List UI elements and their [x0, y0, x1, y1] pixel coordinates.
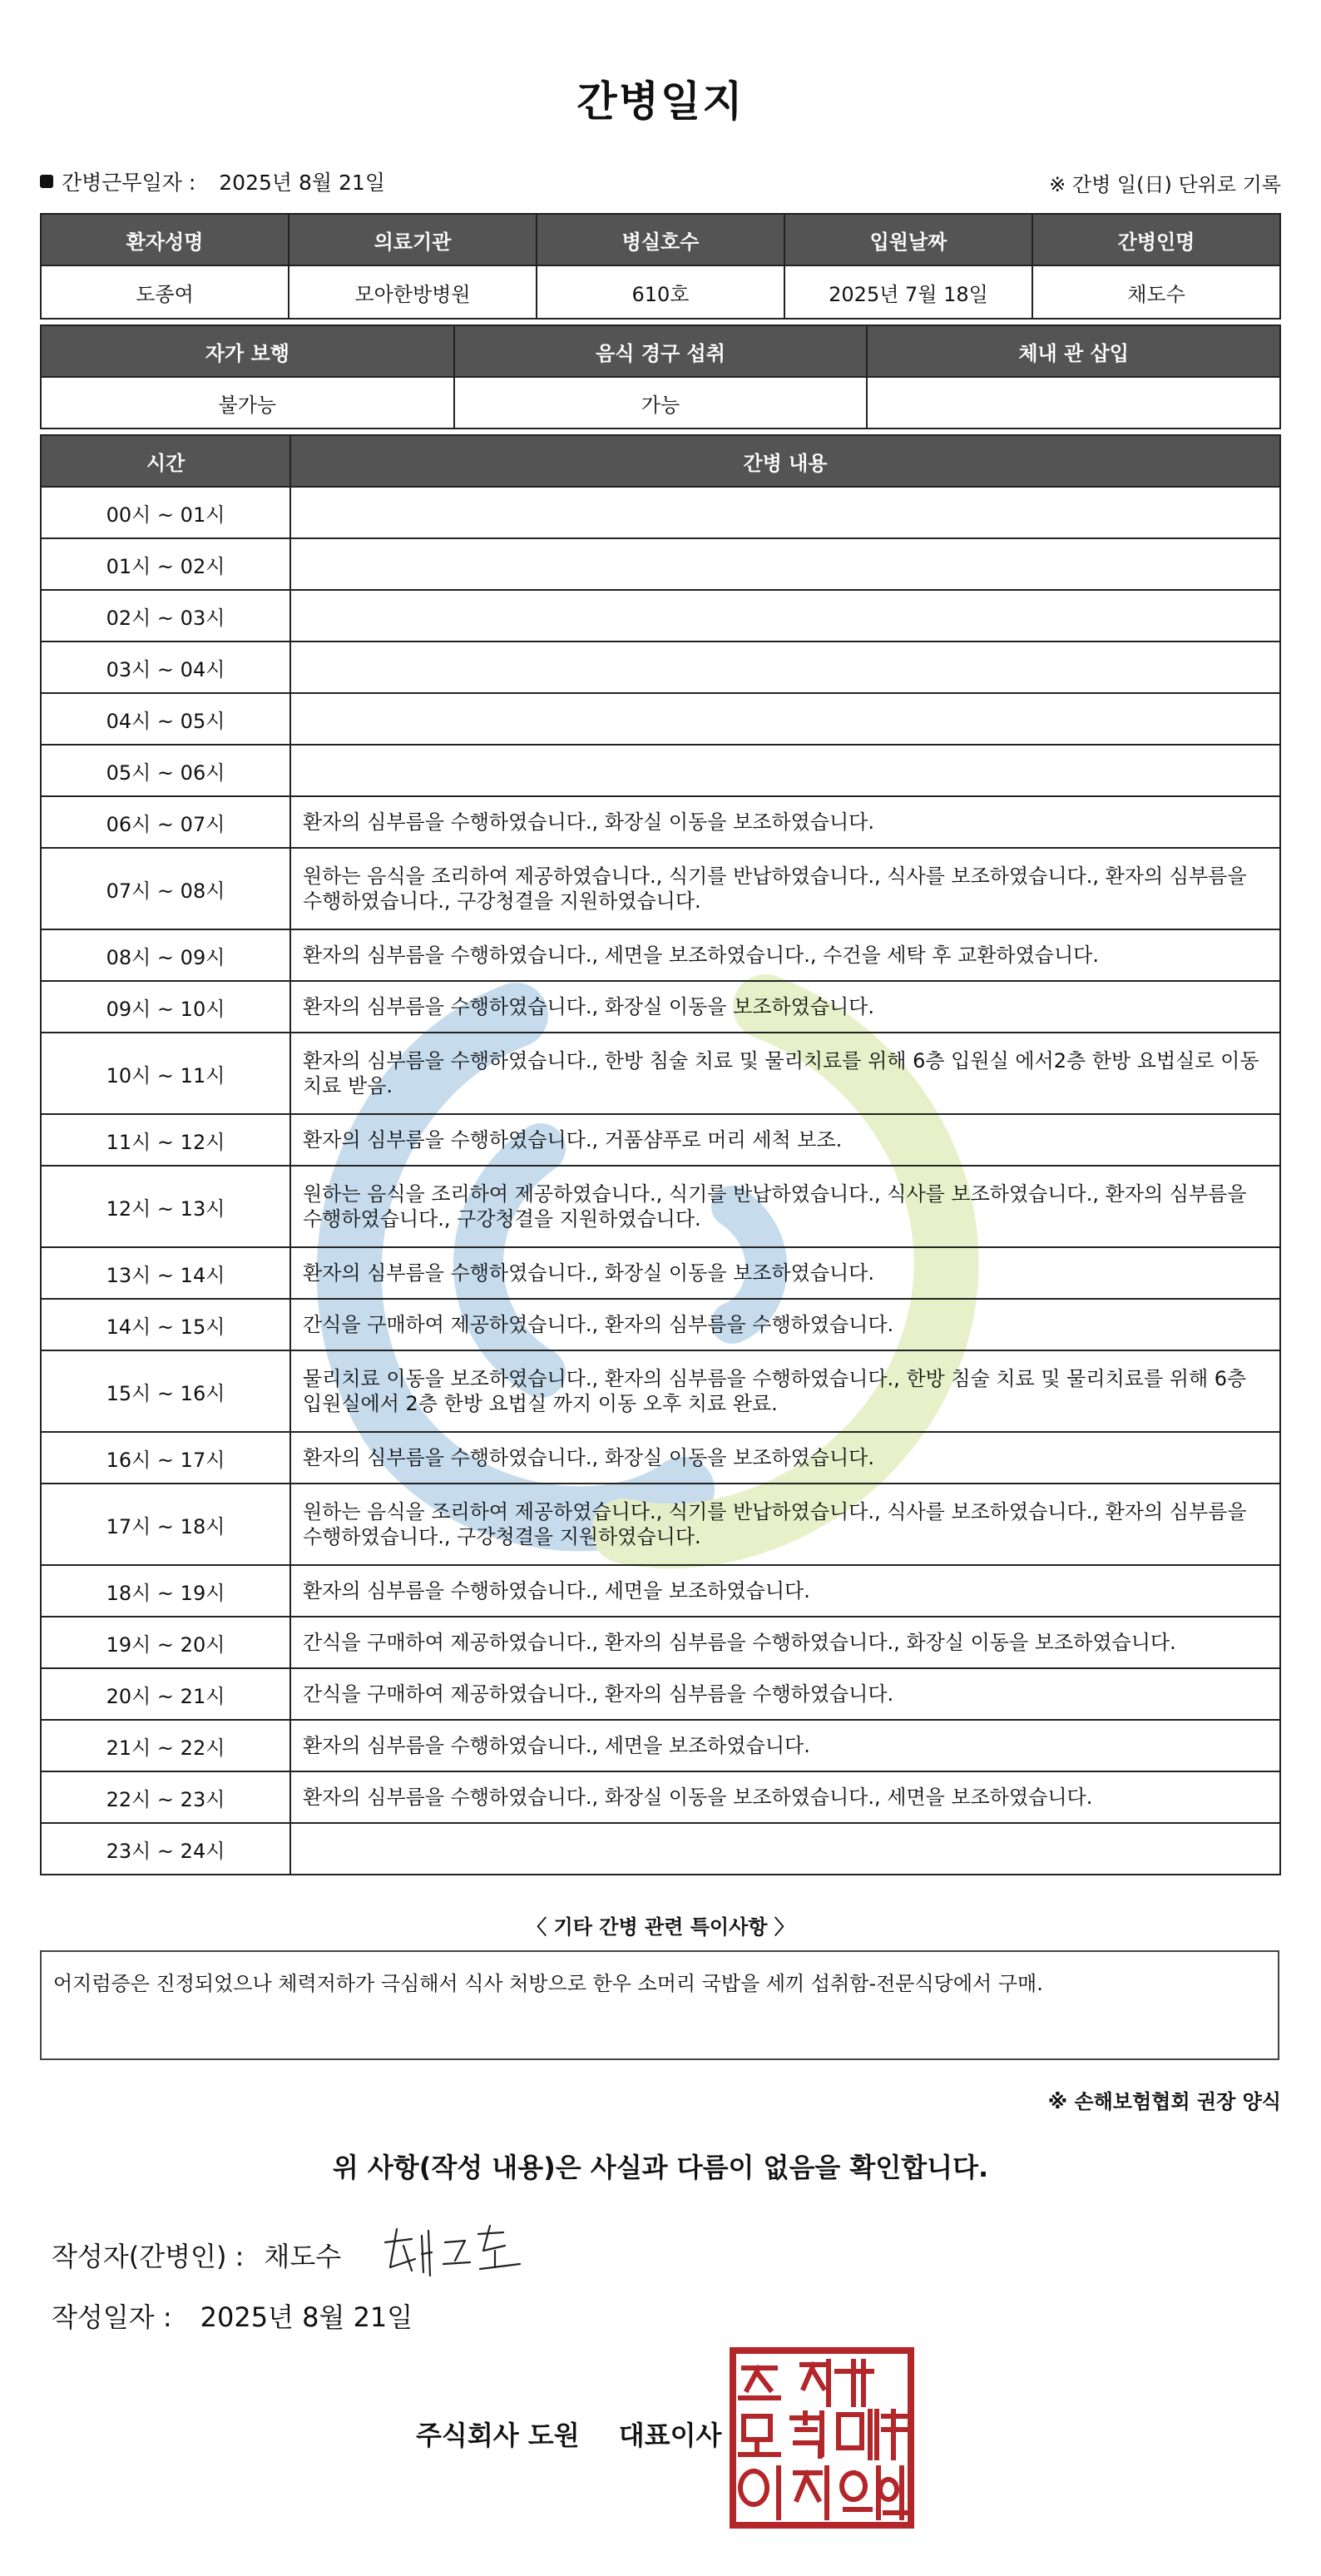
content-cell: 환자의 심부름을 수행하였습니다., 세면을 보조하였습니다. — [290, 1720, 1280, 1771]
ability-header: 음식 경구 섭취 — [454, 325, 868, 377]
table-row — [41, 487, 1280, 538]
time-cell: 16시 ~ 17시 — [41, 1432, 290, 1484]
content-cell: 환자의 심부름을 수행하였습니다., 화장실 이동을 보조하였습니다. — [290, 1432, 1280, 1484]
confirmation-statement: 위 사항(작성 내용)은 사실과 다름이 없음을 확인합니다. — [332, 2152, 989, 2183]
time-cell: 13시 ~ 14시 — [41, 1247, 290, 1299]
time-cell: 18시 ~ 19시 — [41, 1565, 290, 1617]
writer-label: 작성자(간병인) : — [52, 2241, 245, 2272]
time-cell: 19시 ~ 20시 — [41, 1617, 290, 1668]
content-cell: 환자의 심부름을 수행하였습니다., 세면을 보조하였습니다. — [290, 1565, 1280, 1617]
table-row — [41, 1823, 1280, 1875]
time-cell: 11시 ~ 12시 — [41, 1114, 290, 1166]
unit-note: ※ 간병 일(日) 단위로 기록 — [1049, 173, 1281, 196]
content-cell: 간식을 구매하여 제공하였습니다., 환자의 심부름을 수행하였습니다. — [290, 1668, 1280, 1720]
table-row — [41, 1299, 1280, 1350]
time-cell: 06시 ~ 07시 — [41, 796, 290, 848]
table-row — [41, 693, 1280, 745]
content-cell: 환자의 심부름을 수행하였습니다., 화장실 이동을 보조하였습니다., 세면을 보조하였습니다. — [290, 1771, 1280, 1823]
patient-info-table — [40, 213, 1281, 320]
ability-table — [40, 324, 1281, 429]
content-cell: 환자의 심부름을 수행하였습니다., 세면을 보조하였습니다., 수건을 세탁 후 교환하였습니다. — [290, 929, 1280, 981]
written-date-line — [52, 2296, 413, 2335]
time-cell: 22시 ~ 23시 — [41, 1771, 290, 1823]
oral-intake-value: 가능 — [454, 377, 868, 429]
work-date-label: 간병근무일자 : — [62, 171, 196, 195]
time-cell: 12시 ~ 13시 — [41, 1166, 290, 1247]
care-log-table — [40, 434, 1281, 1875]
time-cell: 23시 ~ 24시 — [41, 1823, 290, 1875]
content-cell: 환자의 심부름을 수행하였습니다., 화장실 이동을 보조하였습니다. — [290, 1247, 1280, 1299]
content-cell: 간식을 구매하여 제공하였습니다., 환자의 심부름을 수행하였습니다., 화장실 이동을 보조하였습니다. — [290, 1617, 1280, 1668]
time-cell: 17시 ~ 18시 — [41, 1484, 290, 1565]
content-cell: 원하는 음식을 조리하여 제공하였습니다., 식기를 반납하였습니다., 식사를 보조하였습니다., 환자의 심부름을 수행하였습니다., 구강청결을 지원하였습니다. — [290, 1484, 1280, 1565]
content-cell — [290, 1823, 1280, 1875]
table-row — [41, 1565, 1280, 1617]
info-header: 의료기관 — [289, 214, 537, 265]
table-row — [41, 1432, 1280, 1484]
table-row — [41, 1484, 1280, 1565]
writer-line — [52, 2236, 341, 2274]
content-cell — [290, 538, 1280, 590]
table-row — [41, 590, 1280, 642]
special-notes-title: 〈 기타 간병 관련 특이사항 〉 — [527, 1915, 794, 1939]
room-number: 610호 — [537, 265, 784, 319]
content-cell — [290, 693, 1280, 745]
table-row — [41, 1771, 1280, 1823]
content-cell — [290, 487, 1280, 538]
hospital-name: 모아한방병원 — [289, 265, 537, 319]
table-row — [41, 929, 1280, 981]
time-cell: 04시 ~ 05시 — [41, 693, 290, 745]
table-row — [41, 745, 1280, 796]
info-header: 간병인명 — [1032, 214, 1280, 265]
table-row — [41, 796, 1280, 848]
time-cell: 00시 ~ 01시 — [41, 487, 290, 538]
content-cell: 원하는 음식을 조리하여 제공하였습니다., 식기를 반납하였습니다., 식사를 보조하였습니다., 환자의 심부름을 수행하였습니다., 구강청결을 지원하였습니다. — [290, 1166, 1280, 1247]
walking-value: 불가능 — [41, 377, 454, 429]
page-title: 간병일지 — [576, 77, 745, 126]
time-cell: 07시 ~ 08시 — [41, 848, 290, 929]
content-cell — [290, 642, 1280, 693]
special-notes-text: 어지럼증은 진정되었으나 체력저하가 극심해서 식사 처방으로 한우 소머리 국밥을 세끼 섭취함-전문식당에서 구매. — [53, 1972, 1043, 1995]
time-cell: 15시 ~ 16시 — [41, 1350, 290, 1432]
table-row — [41, 981, 1280, 1033]
content-cell: 간식을 구매하여 제공하였습니다., 환자의 심부름을 수행하였습니다. — [290, 1299, 1280, 1350]
content-cell: 환자의 심부름을 수행하였습니다., 화장실 이동을 보조하였습니다. — [290, 796, 1280, 848]
content-cell: 환자의 심부름을 수행하였습니다., 거품샴푸로 머리 세척 보조. — [290, 1114, 1280, 1166]
time-cell: 08시 ~ 09시 — [41, 929, 290, 981]
time-cell: 05시 ~ 06시 — [41, 745, 290, 796]
info-header: 환자성명 — [41, 214, 289, 265]
table-row — [41, 1617, 1280, 1668]
table-row — [41, 1350, 1280, 1432]
work-date-value: 2025년 8월 21일 — [219, 171, 385, 195]
content-cell: 환자의 심부름을 수행하였습니다., 한방 침술 치료 및 물리치료를 위해 6층 입원실 에서2층 한방 요법실로 이동 치료 받음. — [290, 1033, 1280, 1114]
table-row — [41, 1247, 1280, 1299]
patient-name: 도종여 — [41, 265, 289, 319]
time-cell: 09시 ~ 10시 — [41, 981, 290, 1033]
caregiver-name: 채도수 — [1032, 265, 1280, 319]
content-cell: 물리치료 이동을 보조하였습니다., 환자의 심부름을 수행하였습니다., 한방 침술 치료 및 물리치료를 위해 6층 입원실에서 2층 한방 요법실 까지 이동 오후 치료 완료. — [290, 1350, 1280, 1432]
tube-value — [867, 377, 1280, 429]
admission-date: 2025년 7월 18일 — [784, 265, 1032, 319]
company-name: 주식회사 도원 — [416, 2420, 580, 2451]
ability-header: 체내 관 삽입 — [867, 325, 1280, 377]
table-row — [41, 538, 1280, 590]
writer-name: 채도수 — [264, 2241, 342, 2272]
info-header: 병실호수 — [537, 214, 784, 265]
special-notes-box — [40, 1950, 1279, 2060]
handwritten-signature — [378, 2217, 528, 2284]
time-header: 시간 — [41, 435, 290, 487]
table-row — [41, 1668, 1280, 1720]
time-cell: 01시 ~ 02시 — [41, 538, 290, 590]
content-cell: 환자의 심부름을 수행하였습니다., 화장실 이동을 보조하였습니다. — [290, 981, 1280, 1033]
content-cell — [290, 590, 1280, 642]
written-date-value: 2025년 8월 21일 — [200, 2301, 413, 2333]
table-row — [41, 1166, 1280, 1247]
company-rep: 대표이사 — [618, 2420, 722, 2451]
time-cell: 03시 ~ 04시 — [41, 642, 290, 693]
recommended-form-note: ※ 손해보험협회 권장 양식 — [1047, 2090, 1281, 2113]
time-cell: 10시 ~ 11시 — [41, 1033, 290, 1114]
content-header: 간병 내용 — [290, 435, 1280, 487]
table-row — [41, 642, 1280, 693]
company-seal — [729, 2346, 915, 2529]
time-cell: 21시 ~ 22시 — [41, 1720, 290, 1771]
time-cell: 20시 ~ 21시 — [41, 1668, 290, 1720]
work-date — [40, 166, 385, 196]
time-cell: 14시 ~ 15시 — [41, 1299, 290, 1350]
company-line — [416, 2415, 721, 2453]
table-row — [41, 1114, 1280, 1166]
bullet-square-icon — [40, 175, 53, 188]
time-cell: 02시 ~ 03시 — [41, 590, 290, 642]
ability-header: 자가 보행 — [41, 325, 454, 377]
content-cell: 원하는 음식을 조리하여 제공하였습니다., 식기를 반납하였습니다., 식사를 보조하였습니다., 환자의 심부름을 수행하였습니다., 구강청결을 지원하였습니다. — [290, 848, 1280, 929]
table-row — [41, 1033, 1280, 1114]
table-row — [41, 1720, 1280, 1771]
written-date-label: 작성일자 : — [52, 2301, 172, 2333]
table-row — [41, 848, 1280, 929]
info-header: 입원날짜 — [784, 214, 1032, 265]
content-cell — [290, 745, 1280, 796]
